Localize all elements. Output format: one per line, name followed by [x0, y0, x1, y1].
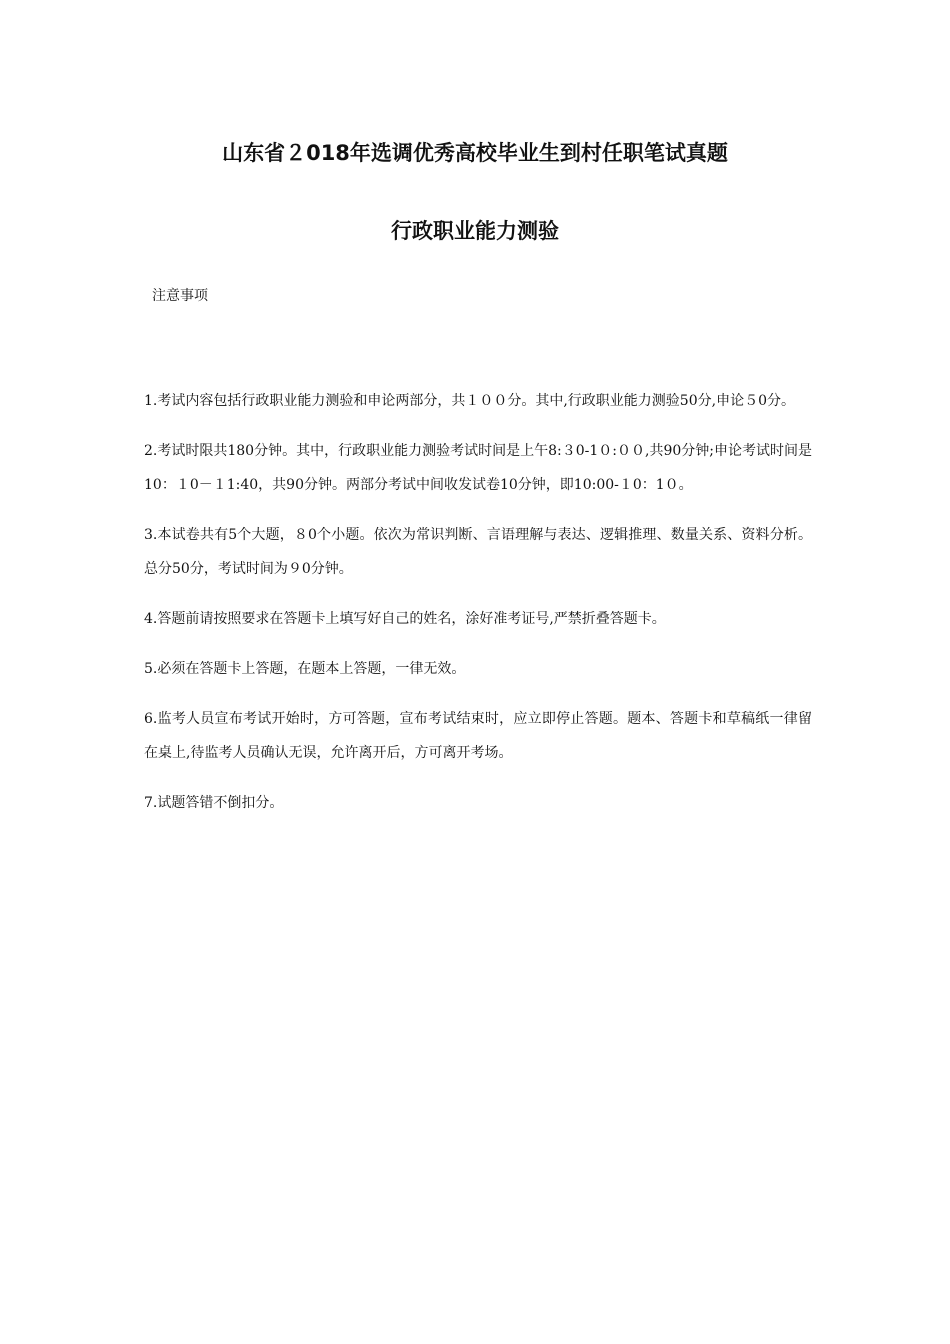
notice-item: 6.监考人员宣布考试开始时，方可答题，宣布考试结束时，应立即停止答题。题本、答题卡和草稿纸一律留在桌上,待监考人员确认无误，允许离开后，方可离开考场。	[144, 711, 812, 761]
notice-list	[144, 384, 812, 836]
notice-item: 1.考试内容包括行政职业能力测验和申论两部分，共１００分。其中,行政职业能力测验50分,申论５0分。	[144, 393, 795, 409]
notice-item: 2.考试时限共180分钟。其中，行政职业能力测验考试时间是上午8:３0-1０:００,共90分钟;申论考试时间是10：１0－１1:40，共90分钟。两部分考试中间收发试卷10分钟，即10:00-１0：1０。	[144, 443, 812, 493]
document-title: 山东省２018年选调优秀高校毕业生到村任职笔试真题	[222, 141, 728, 165]
document-subtitle: 行政职业能力测验	[391, 219, 559, 243]
notice-item: 4.答题前请按照要求在答题卡上填写好自己的姓名，涂好准考证号,严禁折叠答题卡。	[144, 611, 666, 627]
notice-item: 5.必须在答题卡上答题，在题本上答题，一律无效。	[144, 661, 466, 677]
notice-heading: 注意事项	[152, 288, 208, 304]
notice-item: 3.本试卷共有5个大题，８0个小题。依次为常识判断、言语理解与表达、逻辑推理、数量关系、资料分析。总分50分，考试时间为９0分钟。	[144, 527, 812, 577]
notice-item: 7.试题答错不倒扣分。	[144, 795, 284, 811]
